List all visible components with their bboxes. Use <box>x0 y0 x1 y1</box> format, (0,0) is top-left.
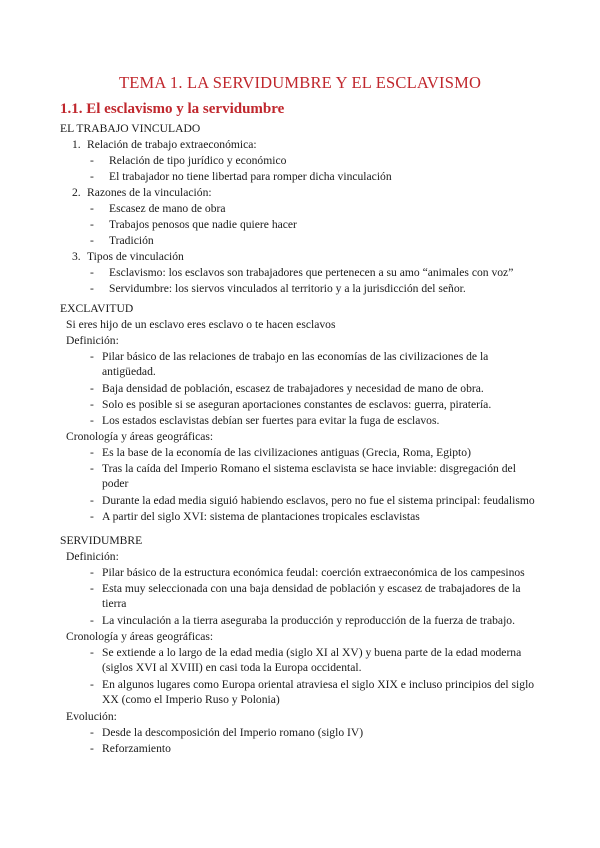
bullet-text: Esclavismo: los esclavos son trabajadores que pertenecen a su amo “animales con voz” <box>109 266 514 279</box>
bullet-dash: - <box>90 414 94 427</box>
bullet-text: Servidumbre: los siervos vinculados al territorio y a la jurisdicción del señor. <box>109 282 466 295</box>
bullet-text: Baja densidad de población, escasez de trabajadores y necesidad de mano de obra. <box>102 382 484 395</box>
bullet-dash: - <box>90 170 94 183</box>
bullet-text: Escasez de mano de obra <box>109 202 226 215</box>
bullet-text: Reforzamiento <box>102 742 171 755</box>
bullet-dash: - <box>90 646 94 659</box>
bullet-dash: - <box>90 678 94 691</box>
bullet-dash: - <box>90 218 94 231</box>
bullet-text: Solo es posible si se aseguran aportaciones constantes de esclavos: guerra, piratería. <box>102 398 492 411</box>
bullet-text: Es la base de la economía de las civilizaciones antiguas (Grecia, Roma, Egipto) <box>102 446 471 459</box>
bullet-dash: - <box>90 462 94 475</box>
bullet-dash: - <box>90 350 94 363</box>
section-heading-servidumbre: SERVIDUMBRE <box>60 534 143 547</box>
list-number: 3. <box>72 250 81 263</box>
bullet-text: Pilar básico de la estructura económica feudal: coerción extraeconómica de los campesinos <box>102 566 525 579</box>
bullet-text-cont: tierra <box>102 597 127 610</box>
list-item-label: Razones de la vinculación: <box>87 186 212 199</box>
bullet-dash: - <box>90 446 94 459</box>
bullet-text: Relación de tipo jurídico y económico <box>109 154 287 167</box>
bullet-dash: - <box>90 154 94 167</box>
bullet-dash: - <box>90 614 94 627</box>
bullet-dash: - <box>90 266 94 279</box>
bullet-text: Tradición <box>109 234 154 247</box>
page-title: TEMA 1. LA SERVIDUMBRE Y EL ESCLAVISMO <box>118 73 482 92</box>
bullet-dash: - <box>90 398 94 411</box>
bullet-dash: - <box>90 582 94 595</box>
bullet-dash: - <box>90 742 94 755</box>
bullet-dash: - <box>90 202 94 215</box>
subsection-label: Evolución: <box>66 710 117 723</box>
bullet-text: En algunos lugares como Europa oriental atraviesa el siglo XIX e incluso principios del siglo <box>102 678 535 691</box>
section-heading-esclavitud: EXCLAVITUD <box>60 302 134 315</box>
subsection-label: Cronología y áreas geográficas: <box>66 630 214 643</box>
bullet-dash: - <box>90 382 94 395</box>
bullet-dash: - <box>90 510 94 523</box>
bullet-text-cont: XX (como el Imperio Ruso y Polonia) <box>102 693 280 706</box>
bullet-text: Tras la caída del Imperio Romano el sistema esclavista se hace inviable: disgregación del <box>102 462 516 475</box>
bullet-text: A partir del siglo XVI: sistema de plantaciones tropicales esclavistas <box>102 510 420 523</box>
bullet-dash: - <box>90 494 94 507</box>
subsection-label: Definición: <box>66 550 119 563</box>
list-item-label: Relación de trabajo extraeconómica: <box>87 138 257 151</box>
bullet-text-cont: (siglos XVI al XVIII) en casi toda la Europa occidental. <box>102 661 362 674</box>
list-item-label: Tipos de vinculación <box>87 250 184 263</box>
bullet-text: Los estados esclavistas debían ser fuertes para evitar la fuga de esclavos. <box>102 414 440 427</box>
bullet-text: Pilar básico de las relaciones de trabajo en las economías de las civilizaciones de la <box>102 350 489 363</box>
bullet-text: El trabajador no tiene libertad para romper dicha vinculación <box>109 170 392 183</box>
bullet-text-cont: antigüedad. <box>102 365 156 378</box>
bullet-text: Durante la edad media siguió habiendo esclavos, pero no fue el sistema principal: feudalismo <box>102 494 535 507</box>
bullet-dash: - <box>90 234 94 247</box>
list-number: 1. <box>72 138 81 151</box>
section-subtitle: 1.1. El esclavismo y la servidumbre <box>60 101 285 117</box>
list-number: 2. <box>72 186 81 199</box>
subsection-label: Definición: <box>66 334 119 347</box>
bullet-text: Desde la descomposición del Imperio romano (siglo IV) <box>102 726 364 739</box>
intro-text: Si eres hijo de un esclavo eres esclavo o te hacen esclavos <box>66 318 336 331</box>
bullet-text: Trabajos penosos que nadie quiere hacer <box>109 218 297 231</box>
bullet-text: Esta muy seleccionada con una baja densidad de población y escasez de trabajadores de la <box>102 582 521 595</box>
section-heading-trabajo: EL TRABAJO VINCULADO <box>60 122 201 135</box>
bullet-text-cont: poder <box>102 477 129 490</box>
bullet-text: La vinculación a la tierra aseguraba la producción y reproducción de la fuerza de trabajo. <box>102 614 515 627</box>
bullet-dash: - <box>90 726 94 739</box>
bullet-text: Se extiende a lo largo de la edad media (siglo XI al XV) y buena parte de la edad moderna <box>102 646 522 659</box>
bullet-dash: - <box>90 282 94 295</box>
bullet-dash: - <box>90 566 94 579</box>
subsection-label: Cronología y áreas geográficas: <box>66 430 214 443</box>
